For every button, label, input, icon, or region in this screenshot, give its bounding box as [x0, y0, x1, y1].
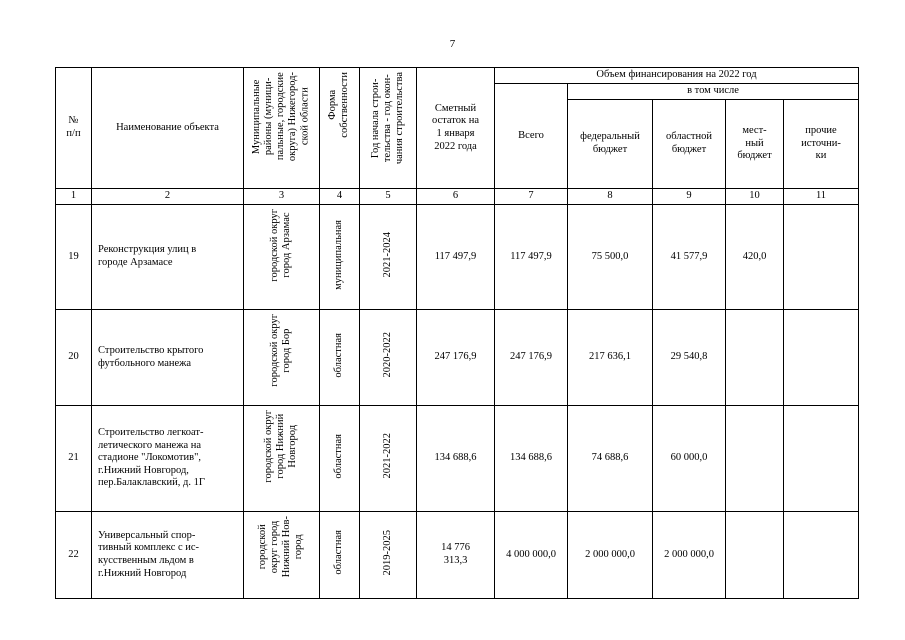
table-row — [56, 406, 859, 512]
header-total: Всего — [495, 84, 568, 189]
years: 2021-2024 — [381, 231, 393, 278]
local-budget — [726, 310, 784, 406]
header-municipality — [244, 68, 320, 189]
municipality: городской округ город Нижний Нов- город — [257, 516, 305, 578]
row-num: 20 — [56, 310, 92, 406]
years-cell — [360, 406, 417, 512]
estimate: 117 497,9 — [417, 205, 495, 310]
federal-budget: 2 000 000,0 — [568, 512, 653, 599]
column-index: 10 — [726, 189, 784, 205]
page-number: 7 — [449, 38, 456, 50]
other-sources — [784, 512, 859, 599]
header-ownership-text: Форма собственности — [327, 72, 351, 138]
header-years — [360, 68, 417, 189]
years-cell — [360, 310, 417, 406]
object-name: Реконструкция улиц в городе Арзамасе — [92, 205, 244, 310]
ownership: областная — [333, 530, 345, 575]
funding-total: 117 497,9 — [495, 205, 568, 310]
table-row — [56, 310, 859, 406]
header-regional: областной бюджет — [653, 100, 726, 189]
ownership-cell — [320, 310, 360, 406]
local-budget — [726, 512, 784, 599]
municipality-cell — [244, 205, 320, 310]
funding-total: 247 176,9 — [495, 310, 568, 406]
federal-budget: 74 688,6 — [568, 406, 653, 512]
column-index: 1 — [56, 189, 92, 205]
ownership: муниципальная — [333, 219, 345, 290]
header-including: в том числе — [568, 84, 859, 100]
ownership-cell — [320, 512, 360, 599]
estimate: 134 688,6 — [417, 406, 495, 512]
regional-budget: 29 540,8 — [653, 310, 726, 406]
header-funding: Объем финансирования на 2022 год — [495, 68, 859, 84]
years-cell — [360, 205, 417, 310]
table-row — [56, 512, 859, 599]
municipality-cell — [244, 310, 320, 406]
years: 2020-2022 — [381, 332, 393, 378]
municipality: городской округ город Арзамас — [269, 209, 293, 282]
years: 2021-2022 — [381, 433, 393, 479]
column-index: 9 — [653, 189, 726, 205]
row-num: 22 — [56, 512, 92, 599]
regional-budget: 2 000 000,0 — [653, 512, 726, 599]
regional-budget: 41 577,9 — [653, 205, 726, 310]
column-index: 11 — [784, 189, 859, 205]
row-num: 21 — [56, 406, 92, 512]
header-row-1 — [56, 68, 859, 84]
table-row — [56, 205, 859, 310]
funding-total: 4 000 000,0 — [495, 512, 568, 599]
years: 2019-2025 — [381, 529, 393, 576]
header-estimate: Сметный остаток на 1 января 2022 года — [417, 68, 495, 189]
ownership-cell — [320, 205, 360, 310]
years-cell — [360, 512, 417, 599]
object-name: Универсальный спор- тивный комплекс с ис- кусственным льдом в г.Нижний Новгород — [92, 512, 244, 599]
ownership: областная — [333, 332, 345, 378]
financing-table — [55, 67, 859, 599]
header-federal: федеральный бюджет — [568, 100, 653, 189]
header-years-text: Год начала строи- тельства - год окон- чания строительства — [369, 72, 406, 165]
other-sources — [784, 205, 859, 310]
federal-budget: 75 500,0 — [568, 205, 653, 310]
municipality: городской округ город Бор — [269, 314, 293, 387]
municipality-cell — [244, 406, 320, 512]
regional-budget: 60 000,0 — [653, 406, 726, 512]
federal-budget: 217 636,1 — [568, 310, 653, 406]
column-index: 6 — [417, 189, 495, 205]
other-sources — [784, 406, 859, 512]
column-index-row — [56, 189, 859, 205]
municipality-cell — [244, 512, 320, 599]
header-local: мест- ный бюджет — [726, 100, 784, 189]
other-sources — [784, 310, 859, 406]
column-index: 7 — [495, 189, 568, 205]
ownership-cell — [320, 406, 360, 512]
header-ownership — [320, 68, 360, 189]
local-budget — [726, 406, 784, 512]
column-index: 4 — [320, 189, 360, 205]
column-index: 2 — [92, 189, 244, 205]
header-other: прочие источни- ки — [784, 100, 859, 189]
object-name: Строительство крытого футбольного манежа — [92, 310, 244, 406]
object-name: Строительство легкоат- летического манежа на стадионе "Локомотив", г.Нижний Новгород, пер.Балаклавский, д. 1Г — [92, 406, 244, 512]
column-index: 8 — [568, 189, 653, 205]
column-index: 3 — [244, 189, 320, 205]
funding-total: 134 688,6 — [495, 406, 568, 512]
header-name: Наименование объекта — [92, 68, 244, 189]
header-num: № п/п — [56, 68, 92, 189]
estimate: 14 776 313,3 — [417, 512, 495, 599]
local-budget: 420,0 — [726, 205, 784, 310]
municipality: городской округ город Нижний Новгород — [263, 410, 299, 483]
column-index: 5 — [360, 189, 417, 205]
header-municipality-text: Муниципальные районы (муници- пальные, городские округа) Нижегород- ской области — [251, 72, 311, 162]
row-num: 19 — [56, 205, 92, 310]
ownership: областная — [333, 433, 345, 479]
estimate: 247 176,9 — [417, 310, 495, 406]
